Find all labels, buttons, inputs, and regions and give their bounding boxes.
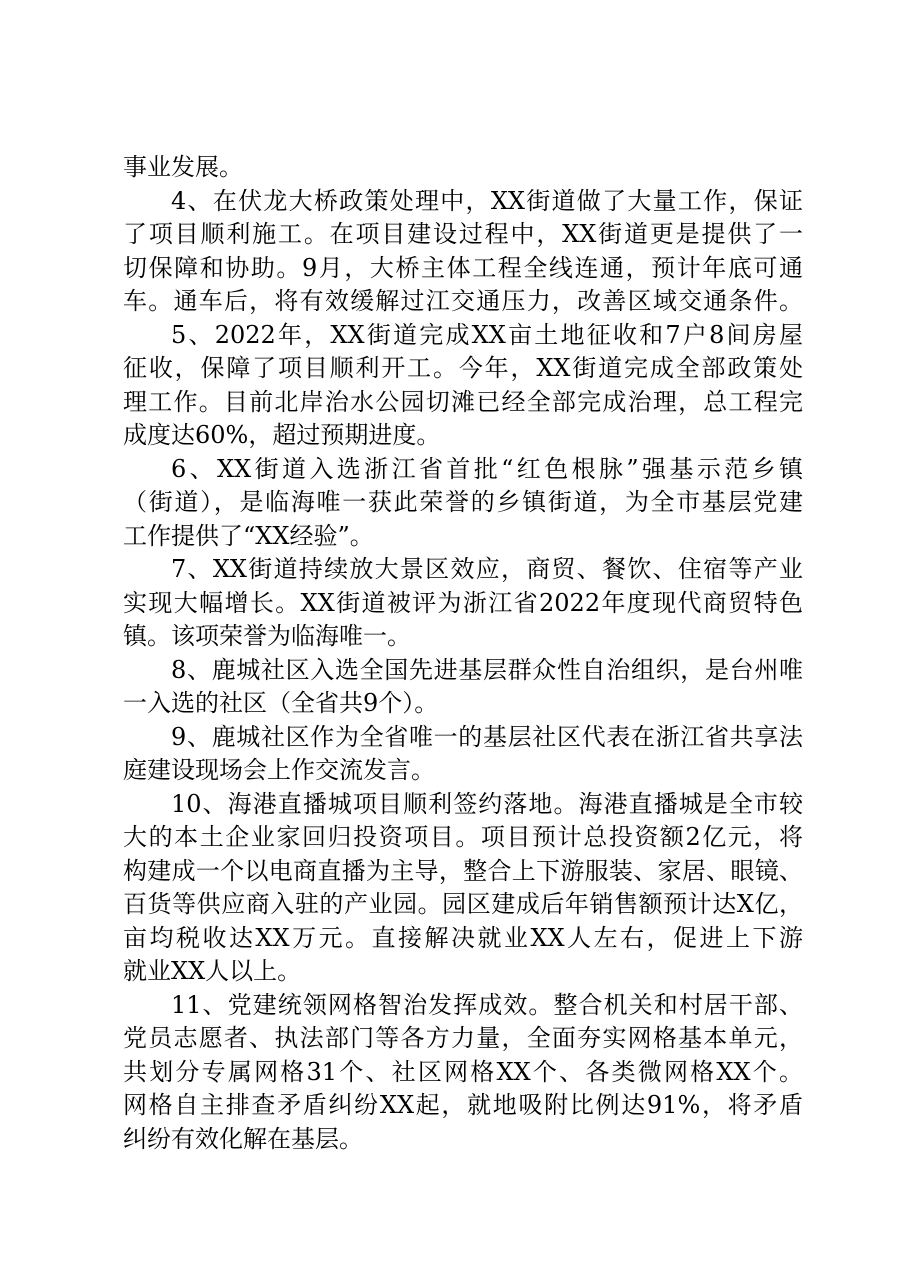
- paragraph-10-line: 就业XX人以上。: [123, 957, 302, 985]
- paragraph-8-line: 一入选的社区（全省共9个）。: [123, 689, 439, 717]
- paragraph-10-line: 亩均税收达XX万元。直接解决就业XX人左右，促进上下游: [123, 924, 803, 952]
- paragraph-6-line: 6、XX街道入选浙江省首批“红色根脉”强基示范乡镇: [171, 455, 803, 483]
- paragraph-5-line: 成度达60%，超过预期进度。: [123, 421, 441, 449]
- paragraph-4-line: 了项目顺利施工。在项目建设过程中，XX街道更是提供了一: [123, 220, 803, 248]
- paragraph-4-line: 车。通车后，将有效缓解过江交通压力，改善区域交通条件。: [123, 287, 803, 315]
- paragraph-6-line: （街道），是临海唯一获此荣誉的乡镇街道，为全市基层党建: [123, 488, 803, 516]
- paragraph-5-line: 征收，保障了项目顺利开工。今年，XX街道完成全部政策处: [123, 354, 803, 382]
- paragraph-8-line: 8、鹿城社区入选全国先进基层群众性自治组织，是台州唯: [171, 656, 803, 684]
- paragraph-6-line: 工作提供了“XX经验”。: [123, 522, 374, 550]
- paragraph-10-line: 10、海港直播城项目顺利签约落地。海港直播城是全市较: [171, 790, 803, 818]
- paragraph-5-line: 理工作。目前北岸治水公园切滩已经全部完成治理，总工程完: [123, 388, 803, 416]
- paragraph-7-line: 实现大幅增长。XX街道被评为浙江省2022年度现代商贸特色: [123, 589, 803, 617]
- paragraph-10-line: 大的本土企业家回归投资项目。项目预计总投资额2亿元，将: [123, 823, 803, 851]
- paragraph-11-line: 共划分专属网格31个、社区网格XX个、各类微网格XX个。: [123, 1058, 803, 1086]
- paragraph-11-line: 11、党建统领网格智治发挥成效。整合机关和村居干部、: [171, 991, 803, 1019]
- paragraph-9-line: 9、鹿城社区作为全省唯一的基层社区代表在浙江省共享法: [171, 723, 803, 751]
- paragraph-10-line: 百货等供应商入驻的产业园。园区建成后年销售额预计达X亿，: [123, 890, 803, 918]
- paragraph-11-line: 网格自主排查矛盾纠纷XX起，就地吸附比例达91%，将矛盾: [123, 1091, 803, 1119]
- paragraph-9-line: 庭建设现场会上作交流发言。: [123, 756, 435, 784]
- paragraph-5-line: 5、2022年，XX街道完成XX亩土地征收和7户8间房屋: [171, 321, 803, 349]
- text-line: 事业发展。: [123, 153, 243, 181]
- paragraph-11-line: 纠纷有效化解在基层。: [123, 1125, 363, 1153]
- paragraph-4-line: 切保障和协助。9月，大桥主体工程全线连通，预计年底可通: [123, 254, 803, 282]
- paragraph-11-line: 党员志愿者、执法部门等各方力量，全面夯实网格基本单元，: [123, 1024, 803, 1052]
- paragraph-7-line: 镇。该项荣誉为临海唯一。: [123, 622, 411, 650]
- paragraph-4-line: 4、在伏龙大桥政策处理中，XX街道做了大量工作，保证: [171, 187, 803, 215]
- paragraph-7-line: 7、XX街道持续放大景区效应，商贸、餐饮、住宿等产业: [171, 555, 803, 583]
- paragraph-10-line: 构建成一个以电商直播为主导，整合上下游服装、家居、眼镜、: [123, 857, 803, 885]
